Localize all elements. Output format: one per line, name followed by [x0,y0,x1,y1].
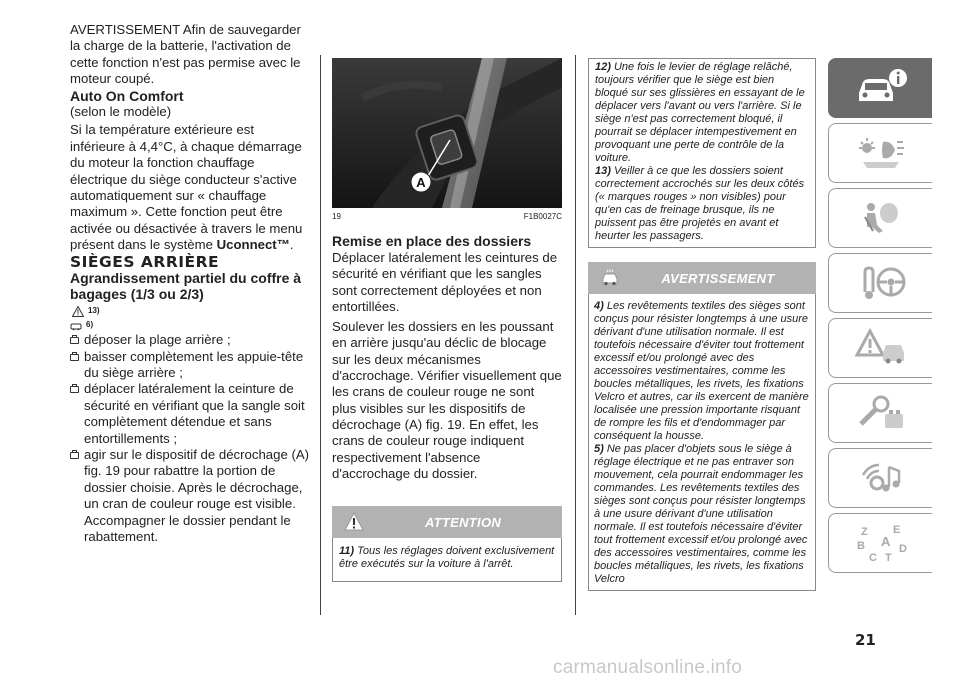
figure-seat-release [332,58,562,208]
note-text: Ne pas placer d'objets sous le siège à réglage électrique et ne pas entraver son mouvement, cela pourrait endommager les commandes. Les revêtements textiles des sièges sont conçus pour résister longtemps à une usure dérivant d'une utilisation normale. Il est toutefois nécessaire d'éviter tout frottement excessif et/ou prolongé avec des accessoires vestimentaires, comme les boucles métalliques, les rivets, les fixations Velcro [594,443,808,585]
auto-on-paragraph [70,122,310,253]
watermark: carmanualsonline.info [553,657,743,678]
note-5 [594,443,810,586]
warning-car-icon [853,327,909,369]
index-letter: B [856,540,865,552]
section-title: SIÈGES ARRIÈRE [70,252,220,271]
step-text: déposer la plage arrière ; [84,332,231,348]
index-letter: Z [860,526,868,538]
step-text: agir sur le dispositif de décrochage (A) fig. 19 pour rabattre la portion de dossier choisie. Après le décrochage, un cran de couleur rouge est visible. Accompagner le dossier pendant le rabattement. [84,446,310,544]
note-number: 5) [594,443,604,455]
left-column [70,22,310,545]
step-item [70,447,310,545]
step-bullet-icon [70,337,79,344]
tab-car-info[interactable] [828,58,932,118]
tab-warning[interactable] [828,318,932,378]
subsection-title: Agrandissement partiel du coffre à bagages (1/3 ou 2/3) [70,270,302,303]
airbag-icon [853,197,909,239]
reset-paragraph-2: Soulever les dossiers en les poussant en arrière jusqu'au déclic de blocage sur les deux mécanismes d'accrochage. Vérifier visuellement que les crans de couleur rouge ne sont plus visibles sur les dispositifs de décrochage (A) fig. 19. En effet, les crans de couleur rouge indiquent respectivement l'absence d'accrochage du dossier. [332,319,562,481]
tab-dashboard-lights[interactable] [828,123,932,183]
ref-6[interactable]: 6) [86,319,94,329]
reset-body [332,250,562,482]
note-number: 4) [594,300,604,312]
reset-heading: Remise en place des dossiers [332,233,532,249]
auto-on-period: . [289,237,294,253]
figure-caption [332,212,562,221]
dashboard-lights-icon [853,132,909,174]
step-item [70,332,310,348]
note-13 [595,165,809,243]
right-column [588,58,816,591]
index-letter: D [898,543,907,555]
tab-maintenance[interactable] [828,383,932,443]
note-text: Tous les réglages doivent exclusivement être exécutés sur la voiture à l'arrêt. [339,545,555,571]
car-warning-icon [600,268,620,288]
auto-on-heading: Auto On Comfort [70,87,184,104]
index-icon [853,522,909,564]
car-info-icon [853,67,909,109]
uconnect-label: Uconnect™ [216,237,290,253]
tab-airbag[interactable] [828,188,932,248]
note-number: 12) [595,61,611,73]
figure-code: F1B0027C [523,212,562,221]
ref-13[interactable]: 13) [88,305,100,315]
steering-wheel-icon [853,262,909,304]
auto-on-note: (selon le modèle) [70,104,172,120]
step-text: baisser complètement les appuie-tête du siège arrière ; [84,348,304,380]
tab-index[interactable] [828,513,932,573]
step-item [70,381,310,447]
intro-paragraph: AVERTISSEMENT Afin de sauvegarder la charge de la batterie, l'activation de cette fonction n'est pas permise avec le moteur coupé. [70,22,301,87]
tab-steering[interactable] [828,253,932,313]
chapter-tabs [828,58,932,578]
note-4 [594,300,810,443]
reset-paragraph-1: Déplacer latéralement les ceintures de sécurité en vérifiant que les sangles sont correctement déployées et non entortillées. [332,250,558,314]
attention-title: ATTENTION [424,514,502,530]
attention-box [332,538,562,582]
figure-number: 19 [332,212,341,221]
callout-label: A [416,175,426,190]
page-number: 21 [855,631,876,649]
note-text: Une fois le levier de réglage relâché, toujours vérifier que le siège est bien bloqué sur ses glissières en essayant de le déplacer vers l'avant ou vers l'arrière. Si le siège n'est pas correctement bloqué, il pourrait se déplacer intempestivement en provoquant une perte de contrôle de la voiture. [595,61,805,164]
warning-header [588,262,816,294]
index-letter: A [880,534,890,549]
note-12 [595,61,809,165]
ref-line-13 [72,304,310,318]
step-bullet-icon [70,386,79,393]
note-text: Les revêtements textiles des sièges sont conçus pour résister longtemps à une usure dérivant d'une utilisation normale. Il est toutefois nécessaire d'éviter tout frottement excessif et/ou prolongé avec des accessoires vestimentaires, comme les boucles métalliques, les rivets, les fixations Velcro et autres, car ils exercent de manière localisée une pression importante risquant de rompre les fils et d'endommager par conséquent la housse. [594,300,809,442]
auto-on-text: Si la température extérieure est inférieure à 4,4°C, à chaque démarrage du moteur la fonction chauffage électrique du siège conducteur s'active automatiquement sur « chauffage maximum ». Cette fonction peut être activée ou désactivée à travers le menu présent dans le système [70,122,303,253]
warning-box [588,294,816,591]
car-warning-icon [70,320,82,331]
warning-triangle-icon [344,512,364,532]
column-divider [575,55,576,615]
index-letter: T [884,552,892,564]
ref-line-6 [70,318,310,332]
step-item [70,349,310,382]
note-number: 11) [339,545,355,558]
step-bullet-icon [70,452,79,459]
warning-triangle-icon [72,306,84,317]
note-number: 13) [595,165,611,177]
attention-header [332,506,562,538]
middle-column [332,58,562,582]
notes-box [588,58,816,248]
maintenance-icon [853,392,909,434]
seat-release-illustration [332,58,562,208]
index-letter: C [868,552,877,564]
warning-title: AVERTISSEMENT [661,270,775,286]
column-divider [320,55,321,615]
note-text: Veiller à ce que les dossiers soient correctement accrochés sur les deux côtés (« marques rouges » non visibles) pour qu'en cas de freinage brusque, ils ne puissent pas être projetés en avant et heurter les passagers. [595,165,805,242]
media-icon [853,457,909,499]
tab-media[interactable] [828,448,932,508]
step-text: déplacer latéralement la ceinture de sécurité en vérifiant que la sangle soit complètement détendue et sans entortillements ; [84,381,305,446]
step-bullet-icon [70,354,79,361]
index-letter: E [892,524,900,536]
